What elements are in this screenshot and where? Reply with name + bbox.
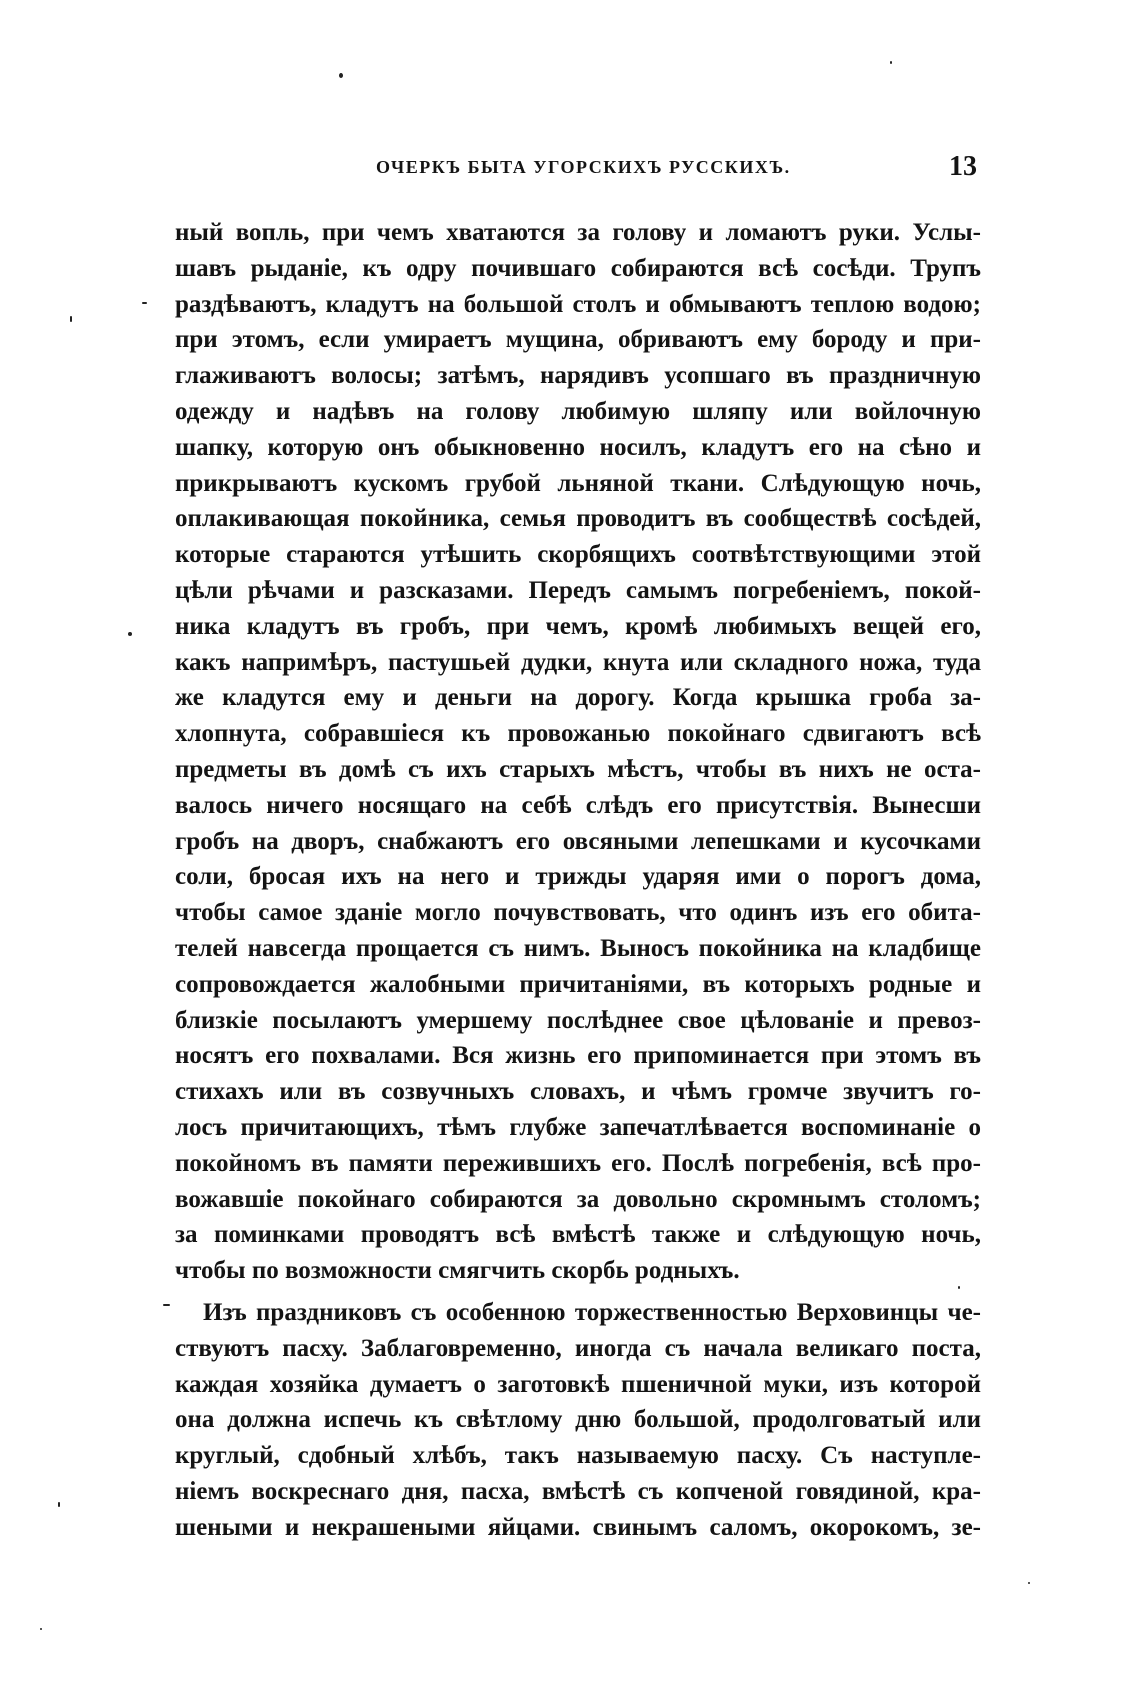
text-line: которые стараются утѣшить скорбящихъ соотвѣтствующими этой <box>175 541 981 569</box>
text-line: стихахъ или въ созвучныхъ словахъ, и чѣмъ громче звучитъ го- <box>175 1078 981 1106</box>
body-text <box>175 215 981 1545</box>
text-line: телей навсегда прощается съ нимъ. Выносъ покойника на кладбище <box>175 934 981 962</box>
text-line: чтобы по возможности смягчить скорбь родныхъ. <box>175 1257 740 1285</box>
text-line: предметы въ домѣ съ ихъ старыхъ мѣстъ, чтобы въ нихъ не оста- <box>175 755 981 783</box>
text-line: за поминками проводятъ всѣ вмѣстѣ также и слѣдующую ночь, <box>175 1221 981 1249</box>
scan-speck <box>890 61 892 64</box>
text-line: раздѣваютъ, кладутъ на большой столъ и обмываютъ теплою водою; <box>175 290 981 318</box>
text-line: валось ничего носящаго на себѣ слѣдъ его присутствія. Вынесши <box>175 791 981 819</box>
text-line: круглый, сдобный хлѣбъ, такъ называемую пасху. Съ наступле- <box>175 1442 981 1470</box>
text-line: носятъ его похвалами. Вся жизнь его припоминается при этомъ въ <box>175 1042 981 1070</box>
scan-speck <box>163 1304 170 1306</box>
text-line: она должна испечь къ свѣтлому дню большой, продолговатый или <box>175 1406 981 1434</box>
text-line: чтобы самое зданіе могло почувствовать, что одинъ изъ его обита- <box>175 899 981 927</box>
text-line: ника кладутъ въ гробъ, при чемъ, кромѣ любимыхъ вещей его, <box>175 612 981 640</box>
scan-speck <box>58 1502 60 1507</box>
text-line: вожавшіе покойнаго собираются за довольно скромнымъ столомъ; <box>175 1185 981 1213</box>
text-line: сопровождается жалобными причитаніями, въ которыхъ родные и <box>175 970 981 998</box>
running-title: ОЧЕРКЪ БЫТА УГОРСКИХЪ РУССКИХЪ. <box>376 157 791 177</box>
text-line: каждая хозяйка думаетъ о заготовкѣ пшеничной муки, изъ которой <box>175 1370 981 1398</box>
scan-speck <box>40 1628 42 1630</box>
text-line: какъ напримѣръ, пастушьей дудки, кнута или складного ножа, туда <box>175 648 981 676</box>
paragraph-2 <box>175 1295 981 1546</box>
text-line: глаживаютъ волосы; затѣмъ, нарядивъ усопшаго въ праздничную <box>175 362 981 390</box>
scan-speck <box>142 302 147 304</box>
scan-speck <box>70 316 72 322</box>
scan-speck <box>958 1286 960 1289</box>
text-line: гробъ на дворъ, снабжаютъ его овсяными лепешками и кусочками <box>175 827 981 855</box>
paragraph-1 <box>175 215 981 1289</box>
text-line: ствуютъ пасху. Заблаговременно, иногда съ начала великаго поста, <box>175 1334 981 1362</box>
text-line: шапку, которую онъ обыкновенно носилъ, кладутъ его на сѣно и <box>175 433 981 461</box>
text-line: шавъ рыданіе, къ одру почившаго собираются всѣ сосѣди. Трупъ <box>175 254 981 282</box>
text-line: же кладутся ему и деньги на дорогу. Когда крышка гроба за- <box>175 684 981 712</box>
text-line: одежду и надѣвъ на голову любимую шляпу или войлочную <box>175 397 981 425</box>
scan-speck <box>128 632 132 636</box>
text-line: лосъ причитающихъ, тѣмъ глубже запечатлѣвается воспоминаніе о <box>175 1113 981 1141</box>
text-line: оплакивающая покойника, семья проводитъ въ сообществѣ сосѣдей, <box>175 505 981 533</box>
text-line: ніемъ воскреснаго дня, пасха, вмѣстѣ съ копченой говядиной, кра- <box>175 1477 981 1505</box>
running-head <box>176 153 979 189</box>
text-line: прикрываютъ кускомъ грубой льняной ткани. Слѣдующую ночь, <box>175 469 981 497</box>
text-line: соли, бросая ихъ на него и трижды ударяя ими о порогъ дома, <box>175 863 981 891</box>
page-number: 13 <box>949 151 977 182</box>
text-line: хлопнута, собравшіеся къ провожанью покойнаго сдвигаютъ всѣ <box>175 720 981 748</box>
text-line: покойномъ въ памяти пережившихъ его. Послѣ погребенія, всѣ про- <box>175 1149 981 1177</box>
text-line: Изъ праздниковъ съ особенною торжественностью Верховинцы че- <box>203 1298 981 1326</box>
text-line: ный вопль, при чемъ хватаются за голову и ломаютъ руки. Услы- <box>175 219 981 246</box>
scan-speck <box>339 73 343 78</box>
text-line: близкіе посылаютъ умершему послѣднее свое цѣлованіе и превоз- <box>175 1006 981 1034</box>
text-line: шеными и некрашеными яйцами. свинымъ саломъ, окорокомъ, зе- <box>175 1513 981 1541</box>
text-line: при этомъ, если умираетъ мущина, обриваютъ ему бороду и при- <box>175 326 981 354</box>
scan-speck <box>1028 1582 1030 1584</box>
text-line: цѣли рѣчами и разсказами. Передъ самымъ погребеніемъ, покой- <box>175 576 981 604</box>
